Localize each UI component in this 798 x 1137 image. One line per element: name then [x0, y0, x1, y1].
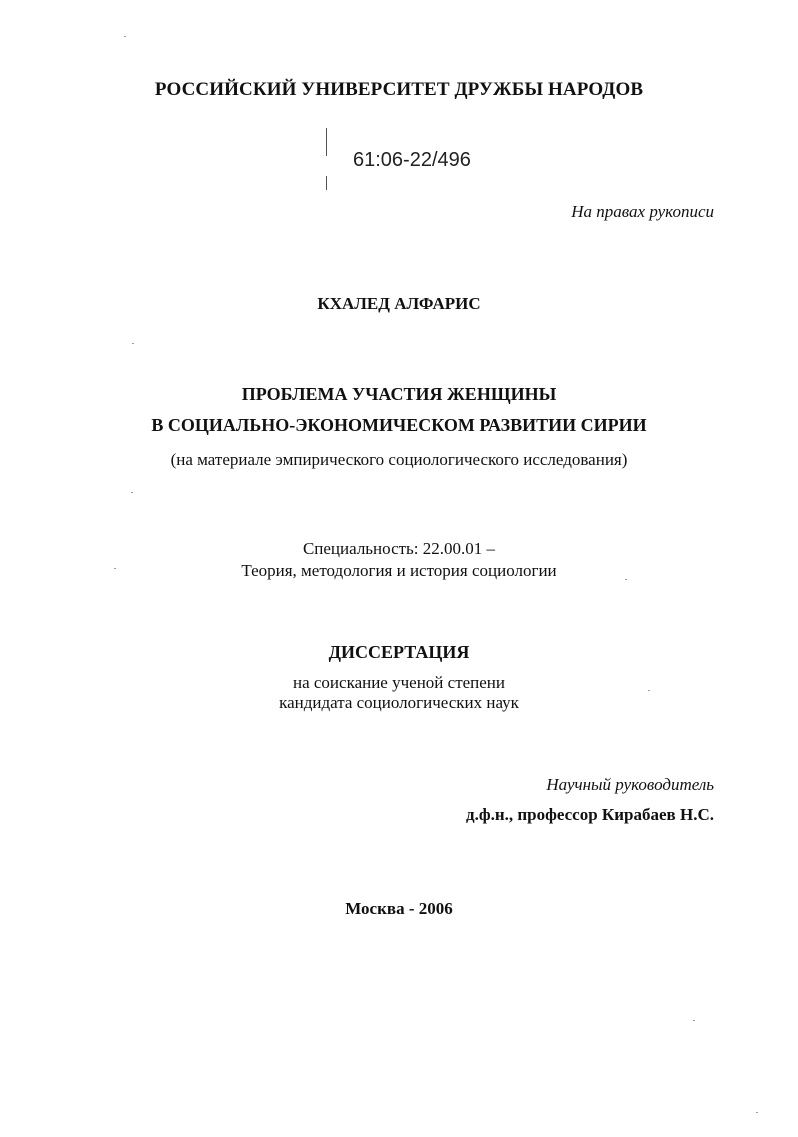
- scan-speck: [132, 343, 134, 344]
- scan-speck: [124, 36, 126, 37]
- author-name: КХАЛЕД АЛФАРИС: [317, 294, 481, 313]
- stamp-mark-top: [326, 128, 327, 156]
- manuscript-rights-note: На правах рукописи: [571, 202, 714, 221]
- supervisor-name: д.ф.н., профессор Кирабаев Н.С.: [465, 805, 714, 824]
- thesis-subtitle: (на материале эмпирического социологического исследования): [170, 450, 628, 469]
- scan-speck: [693, 1020, 695, 1021]
- degree-line-1: на соискание ученой степени: [292, 673, 506, 692]
- thesis-title-line-1: ПРОБЛЕМА УЧАСТИЯ ЖЕНЩИНЫ: [241, 384, 557, 404]
- university-name: РОССИЙСКИЙ УНИВЕРСИТЕТ ДРУЖБЫ НАРОДОВ: [154, 79, 644, 100]
- document-type: ДИССЕРТАЦИЯ: [328, 642, 470, 662]
- scan-speck: [131, 492, 133, 493]
- specialty-code: Специальность: 22.00.01 –: [302, 539, 496, 558]
- specialty-name: Теория, методология и история социологии: [241, 561, 557, 580]
- degree-line-2: кандидата социологических наук: [279, 693, 519, 712]
- scan-speck: [114, 568, 116, 569]
- stamp-mark-bottom: [326, 176, 327, 190]
- scan-speck: [625, 579, 627, 580]
- city-and-year: Москва - 2006: [345, 899, 453, 918]
- scan-speck: [756, 1112, 758, 1113]
- supervisor-label: Научный руководитель: [546, 775, 714, 794]
- scan-speck: [648, 690, 650, 691]
- catalog-number-stamp: 61:06-22/496: [353, 149, 471, 171]
- thesis-title-line-2: В СОЦИАЛЬНО-ЭКОНОМИЧЕСКОМ РАЗВИТИИ СИРИИ: [151, 415, 647, 435]
